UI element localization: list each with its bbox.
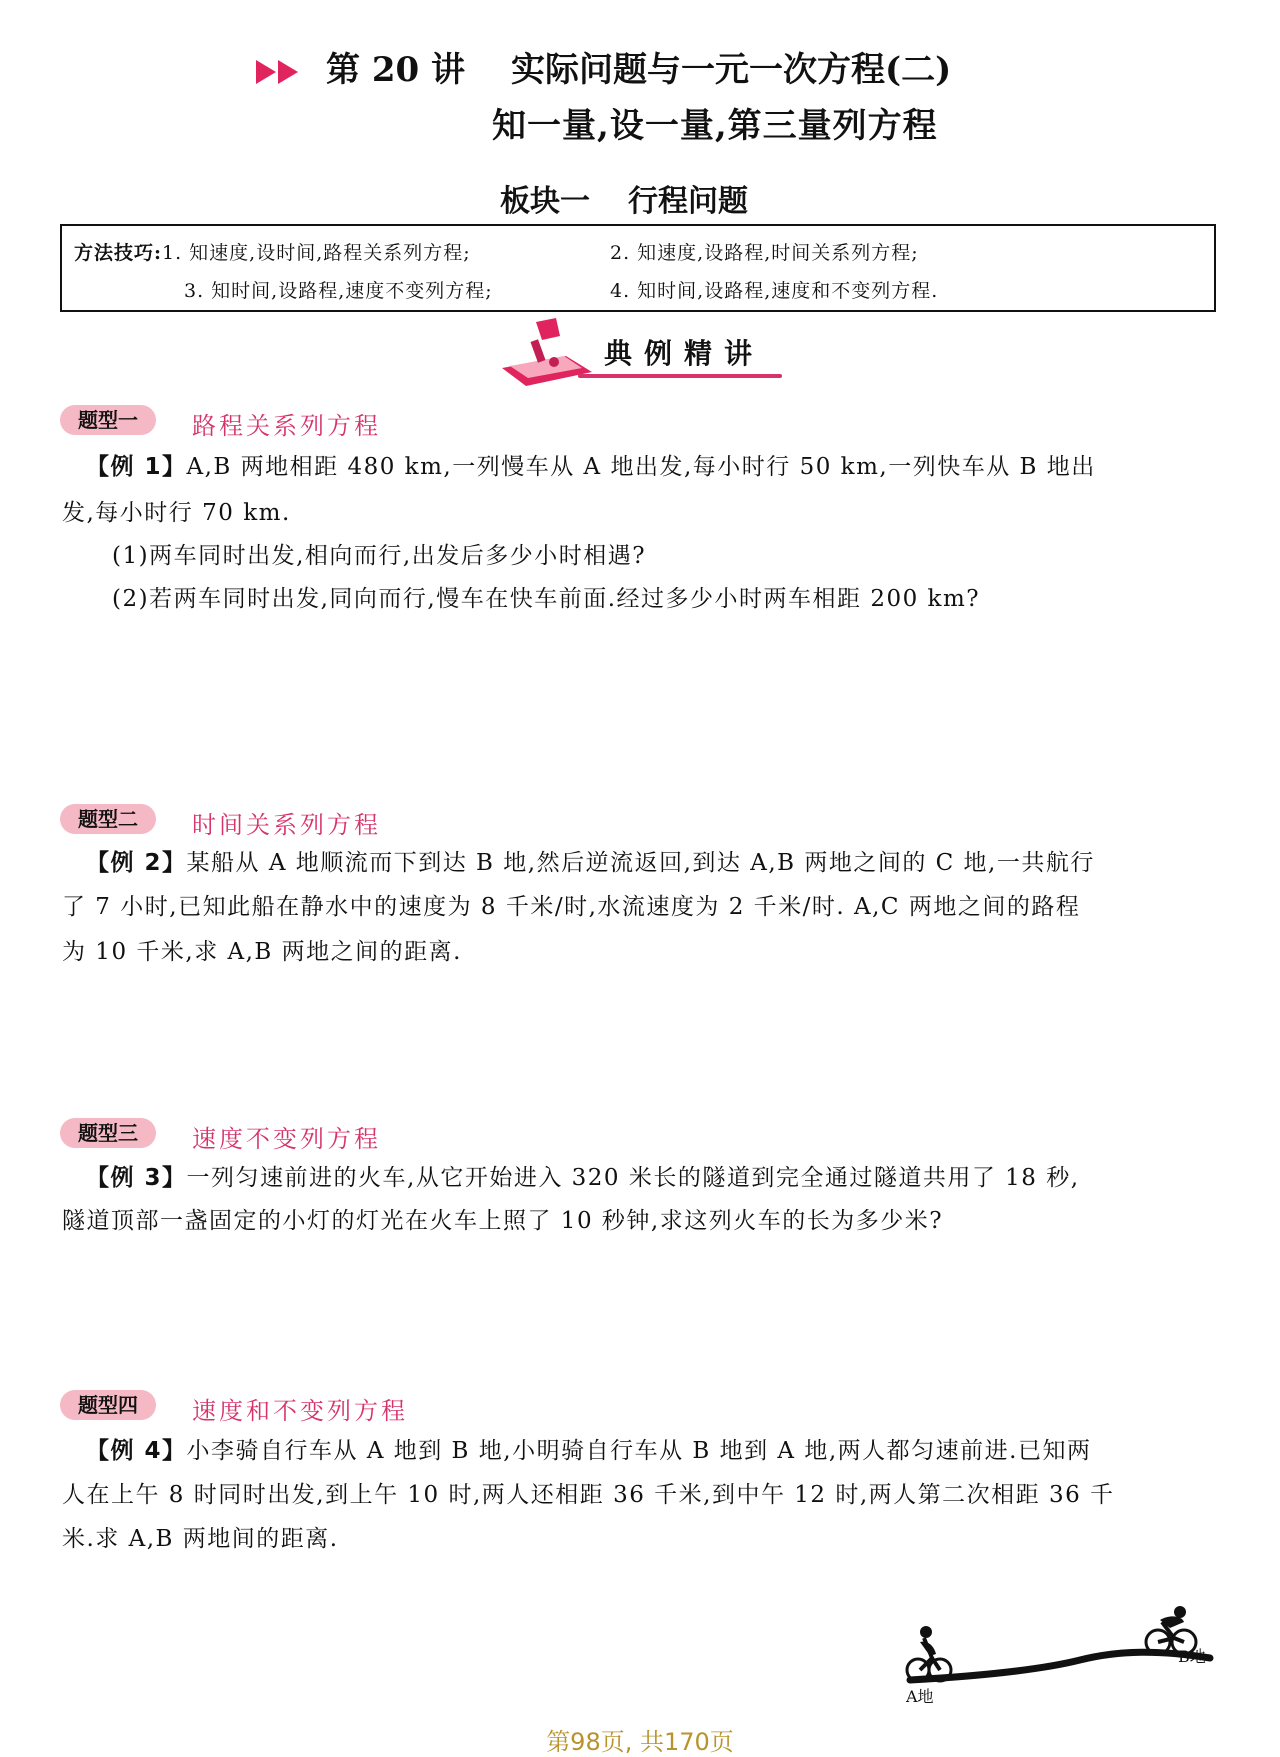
example-2-line-3: 为 10 千米,求 A,B 两地之间的距离. <box>62 939 462 965</box>
method-label: 方法技巧: <box>74 242 163 264</box>
cyclist-a-icon <box>907 1626 951 1681</box>
banner-underline <box>578 374 782 378</box>
example-1-question-2: (2)若两车同时出发,同向而行,慢车在快车前面.经过多少小时两车相距 200 km? <box>112 586 981 612</box>
label-b: B地 <box>1178 1647 1206 1666</box>
cyclists-illustration <box>890 1598 1220 1698</box>
example-tag: 【例 4】 <box>86 1438 187 1464</box>
question-type-name: 路程关系列方程 <box>192 412 381 440</box>
question-type-badge: 题型三 <box>60 1118 156 1148</box>
question-type-name: 速度和不变列方程 <box>192 1397 408 1425</box>
example-4-line-1: 【例 4】小李骑自行车从 A 地到 B 地,小明骑自行车从 B 地到 A 地,两人都匀速前进.已知两 <box>86 1438 1092 1464</box>
question-type-badge: 题型二 <box>60 804 156 834</box>
example-1-question-1: (1)两车同时出发,相向而行,出发后多少小时相遇? <box>112 543 647 569</box>
question-type-badge: 题型四 <box>60 1390 156 1420</box>
example-4-line-2: 人在上午 8 时同时出发,到上午 10 时,两人还相距 36 千米,到中午 12 时,两人第二次相距 36 千 <box>62 1482 1115 1508</box>
method-tips-box <box>60 224 1216 312</box>
lecture-subtitle: 知一量,设一量,第三量列方程 <box>492 106 938 146</box>
road-illustration <box>890 1598 1220 1698</box>
label-a: A地 <box>906 1687 934 1706</box>
example-3-line-2: 隧道顶部一盏固定的小灯的灯光在火车上照了 10 秒钟,求这列火车的长为多少米? <box>62 1208 944 1234</box>
example-1-line-2: 发,每小时行 70 km. <box>62 500 291 526</box>
question-type-name: 时间关系列方程 <box>192 811 381 839</box>
example-2-line-1: 【例 2】某船从 A 地顺流而下到达 B 地,然后逆流返回,到达 A,B 两地之间的 C 地,一共航行 <box>86 850 1095 876</box>
question-type-name: 速度不变列方程 <box>192 1125 381 1153</box>
method-tip-3: 3. 知时间,设路程,速度不变列方程; <box>184 280 493 302</box>
block-number: 板块一 <box>500 184 590 219</box>
lecture-heading <box>252 42 951 92</box>
method-line-1 <box>74 238 471 265</box>
example-3-line-1: 【例 3】一列匀速前进的火车,从它开始进入 320 米长的隧道到完全通过隧道共用了 18 秒, <box>86 1165 1080 1191</box>
double-arrow-icon <box>252 50 312 92</box>
example-2-line-2: 了 7 小时,已知此船在静水中的速度为 8 千米/时,水流速度为 2 千米/时. A,C 两地之间的路程 <box>62 894 1081 920</box>
example-4-line-3: 米.求 A,B 两地间的距离. <box>62 1526 339 1552</box>
page-counter: 第98页, 共170页 <box>546 1728 734 1756</box>
method-tip-2: 2. 知速度,设路程,时间关系列方程; <box>610 242 919 264</box>
question-type-badge: 题型一 <box>60 405 156 435</box>
method-tip-4: 4. 知时间,设路程,速度和不变列方程. <box>610 280 939 302</box>
block-title <box>500 176 748 220</box>
banner-title: 典例精讲 <box>604 337 765 370</box>
method-tip-1: 1. 知速度,设时间,路程关系列方程; <box>162 242 471 264</box>
lecture-number: 第 20 讲 <box>326 50 465 90</box>
example-1-line-1: 【例 1】A,B 两地相距 480 km,一列慢车从 A 地出发,每小时行 50 km,一列快车从 B 地出 <box>86 454 1096 480</box>
lecture-title: 实际问题与一元一次方程(二) <box>511 50 952 90</box>
example-tag: 【例 1】 <box>86 454 187 480</box>
example-tag: 【例 3】 <box>86 1165 187 1191</box>
example-tag: 【例 2】 <box>86 850 187 876</box>
block-name: 行程问题 <box>628 184 748 219</box>
